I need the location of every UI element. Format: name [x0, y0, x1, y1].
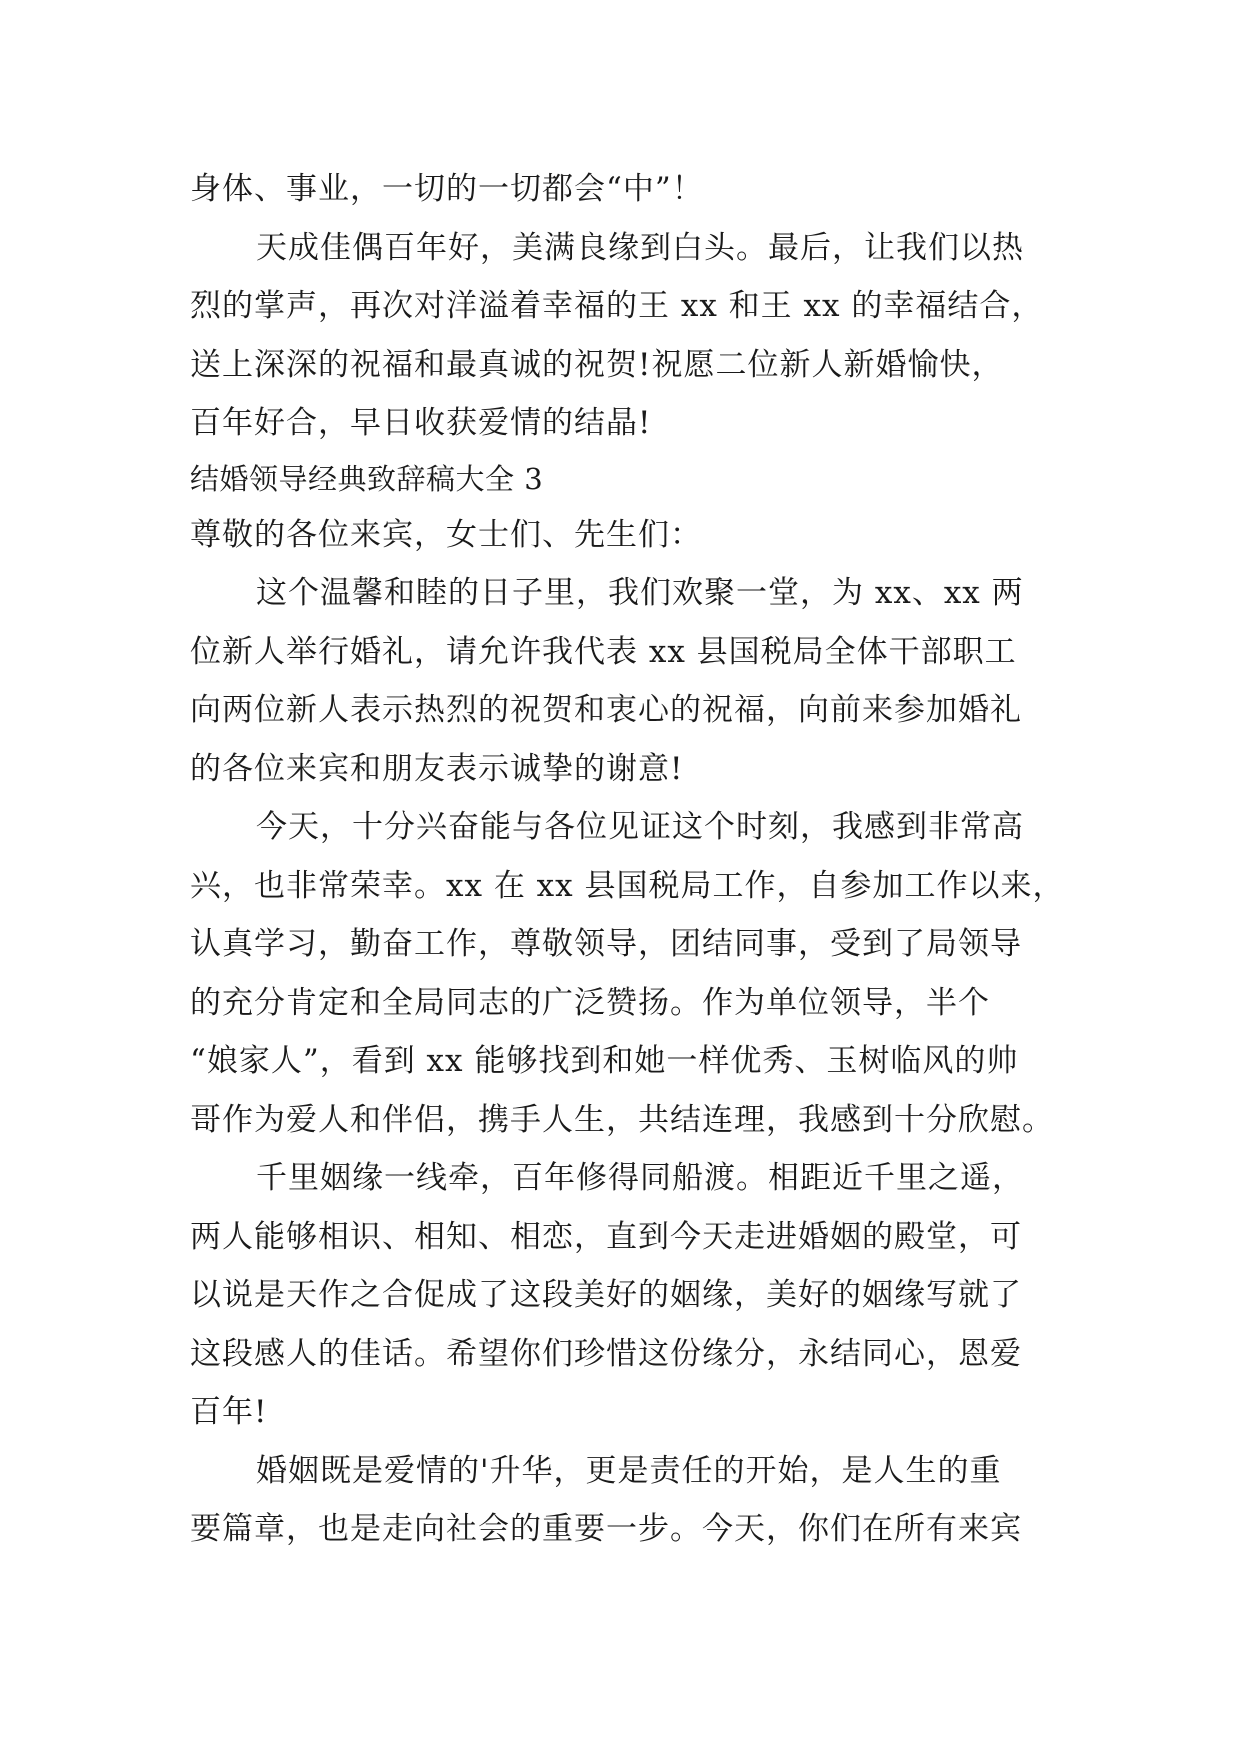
paragraph-start-line: 今天，十分兴奋能与各位见证这个时刻，我感到非常高 [256, 809, 1024, 845]
salutation-line: 尊敬的各位来宾，女士们、先生们： [190, 516, 702, 553]
paragraph-start-line: 千里姻缘一线牵，百年修得同船渡。相距近千里之遥， [256, 1160, 1024, 1196]
text-line: 向两位新人表示热烈的祝贺和衷心的祝福，向前来参加婚礼 [190, 692, 1022, 728]
text-line: 认真学习，勤奋工作，尊敬领导，团结同事，受到了局领导 [190, 926, 1022, 962]
paragraph-start-line: 天成佳偶百年好，美满良缘到白头。最后，让我们以热 [256, 229, 1024, 266]
text-line: 要篇章，也是走向社会的重要一步。今天，你们在所有来宾 [190, 1511, 1022, 1547]
text-line: 以说是天作之合促成了这段美好的姻缘，美好的姻缘写就了 [190, 1277, 1022, 1313]
paragraph-start-line: 婚姻既是爱情的'升华，更是责任的开始，是人生的重 [256, 1452, 1002, 1489]
text-line: 两人能够相识、相知、相恋，直到今天走进婚姻的殿堂，可 [190, 1218, 1022, 1255]
text-line: 位新人举行婚礼，请允许我代表 xx 县国税局全体干部职工 [190, 633, 1017, 670]
paragraph-start-line: 这个温馨和睦的日子里，我们欢聚一堂，为 xx、xx 两 [256, 575, 1024, 611]
text-line: 烈的掌声，再次对洋溢着幸福的王 xx 和王 xx 的幸福结合， [190, 288, 1044, 324]
text-line: 的各位来宾和朋友表示诚挚的谢意! [190, 750, 684, 787]
text-line: 兴，也非常荣幸。xx 在 xx 县国税局工作，自参加工作以来， [190, 867, 1065, 904]
section-title: 结婚领导经典致辞稿大全 3 [190, 461, 544, 496]
text-line: 哥作为爱人和伴侣，携手人生，共结连理，我感到十分欣慰。 [190, 1101, 1054, 1138]
text-line: 身体、事业，一切的一切都会“中”！ [190, 171, 704, 207]
document-page [190, 160, 1070, 1559]
text-line: 送上深深的祝福和最真诚的祝贺!祝愿二位新人新婚愉快， [190, 346, 1004, 383]
text-line: “娘家人”，看到 xx 能够找到和她一样优秀、玉树临风的帅 [190, 1043, 1019, 1079]
text-line: 这段感人的佳话。希望你们珍惜这份缘分，永结同心，恩爱 [190, 1335, 1022, 1372]
text-line: 的充分肯定和全局同志的广泛赞扬。作为单位领导，半个 [190, 984, 990, 1021]
text-line: 百年好合，早日收获爱情的结晶! [190, 405, 652, 441]
text-line: 百年! [190, 1394, 268, 1430]
